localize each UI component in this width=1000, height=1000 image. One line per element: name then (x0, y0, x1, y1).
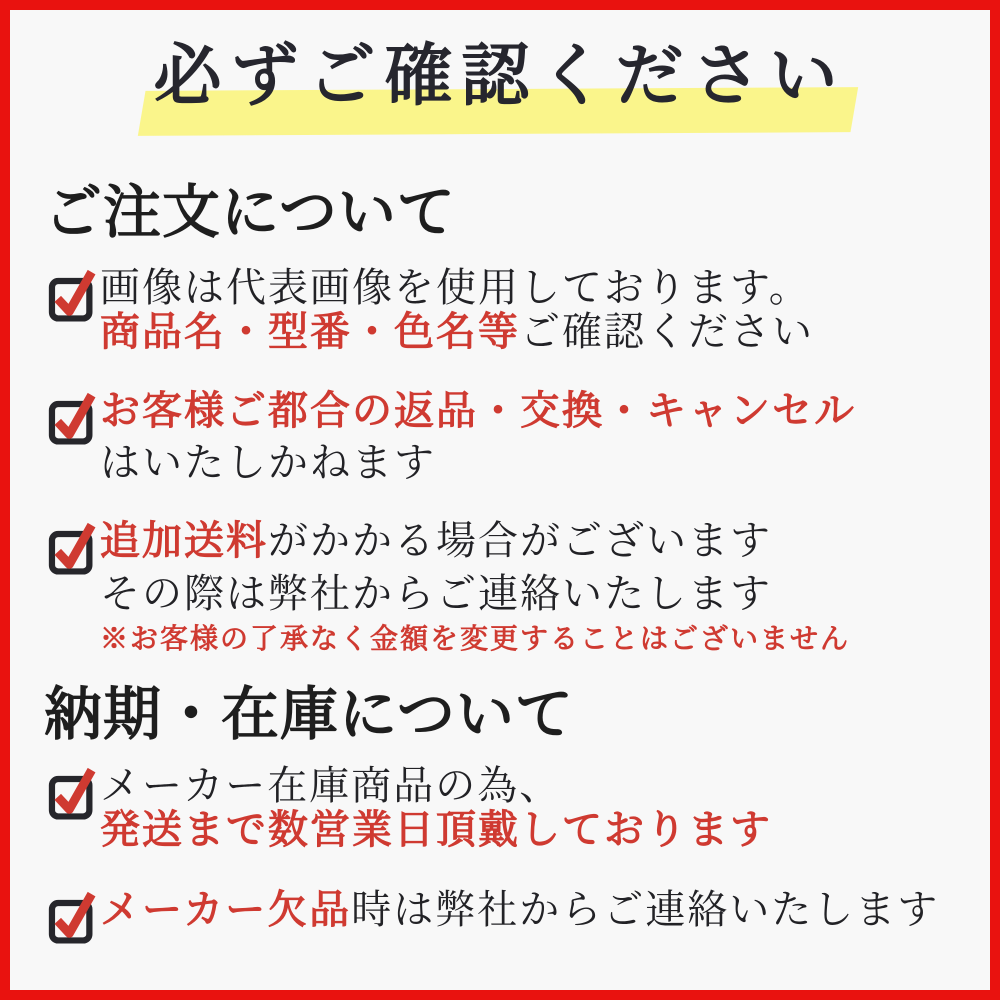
notice-text-emphasis: 追加送料 (100, 518, 268, 563)
section-heading-stock: 納期・在庫について (44, 682, 574, 747)
checkbox-checked-icon (47, 887, 97, 944)
notice-text: 画像は代表画像を使用しております。 (100, 265, 811, 310)
notice-line (100, 264, 811, 312)
notice-line (100, 387, 856, 435)
notice-text: ご確認ください (520, 309, 814, 354)
checkbox-checked-icon (47, 518, 97, 575)
notice-line (100, 762, 561, 810)
notice-text-emphasis: 商品名・型番・色名等 (100, 309, 520, 354)
notice-text: がかかる場合がございます (268, 518, 772, 563)
notice-line (100, 806, 772, 854)
notice-text: はいたしかねます (100, 440, 436, 485)
notice-text: 時は弊社からご連絡いたします (351, 887, 940, 932)
notice-text: メーカー在庫商品の為、 (100, 763, 562, 808)
notice-line (100, 308, 814, 356)
notice-text-emphasis: 発送まで数営業日頂戴しております (100, 807, 772, 852)
notice-line (100, 439, 436, 487)
notice-text-emphasis: お客様ご都合の返品・交換・キャンセル (100, 388, 856, 433)
notice-line (100, 570, 772, 618)
checkbox-checked-icon (47, 763, 97, 820)
notice-footnote: ※お客様の了承なく金額を変更することはございません (100, 624, 851, 655)
notice-line (100, 517, 772, 565)
section-heading-order: ご注文について (44, 180, 456, 245)
page-title: 必ずご確認ください (153, 38, 847, 114)
checkbox-checked-icon (47, 388, 97, 445)
notice-text: その際は弊社からご連絡いたします (100, 571, 772, 616)
checkbox-checked-icon (47, 265, 97, 322)
notice-text-emphasis: メーカー欠品 (100, 887, 352, 932)
notice-line (100, 886, 939, 934)
